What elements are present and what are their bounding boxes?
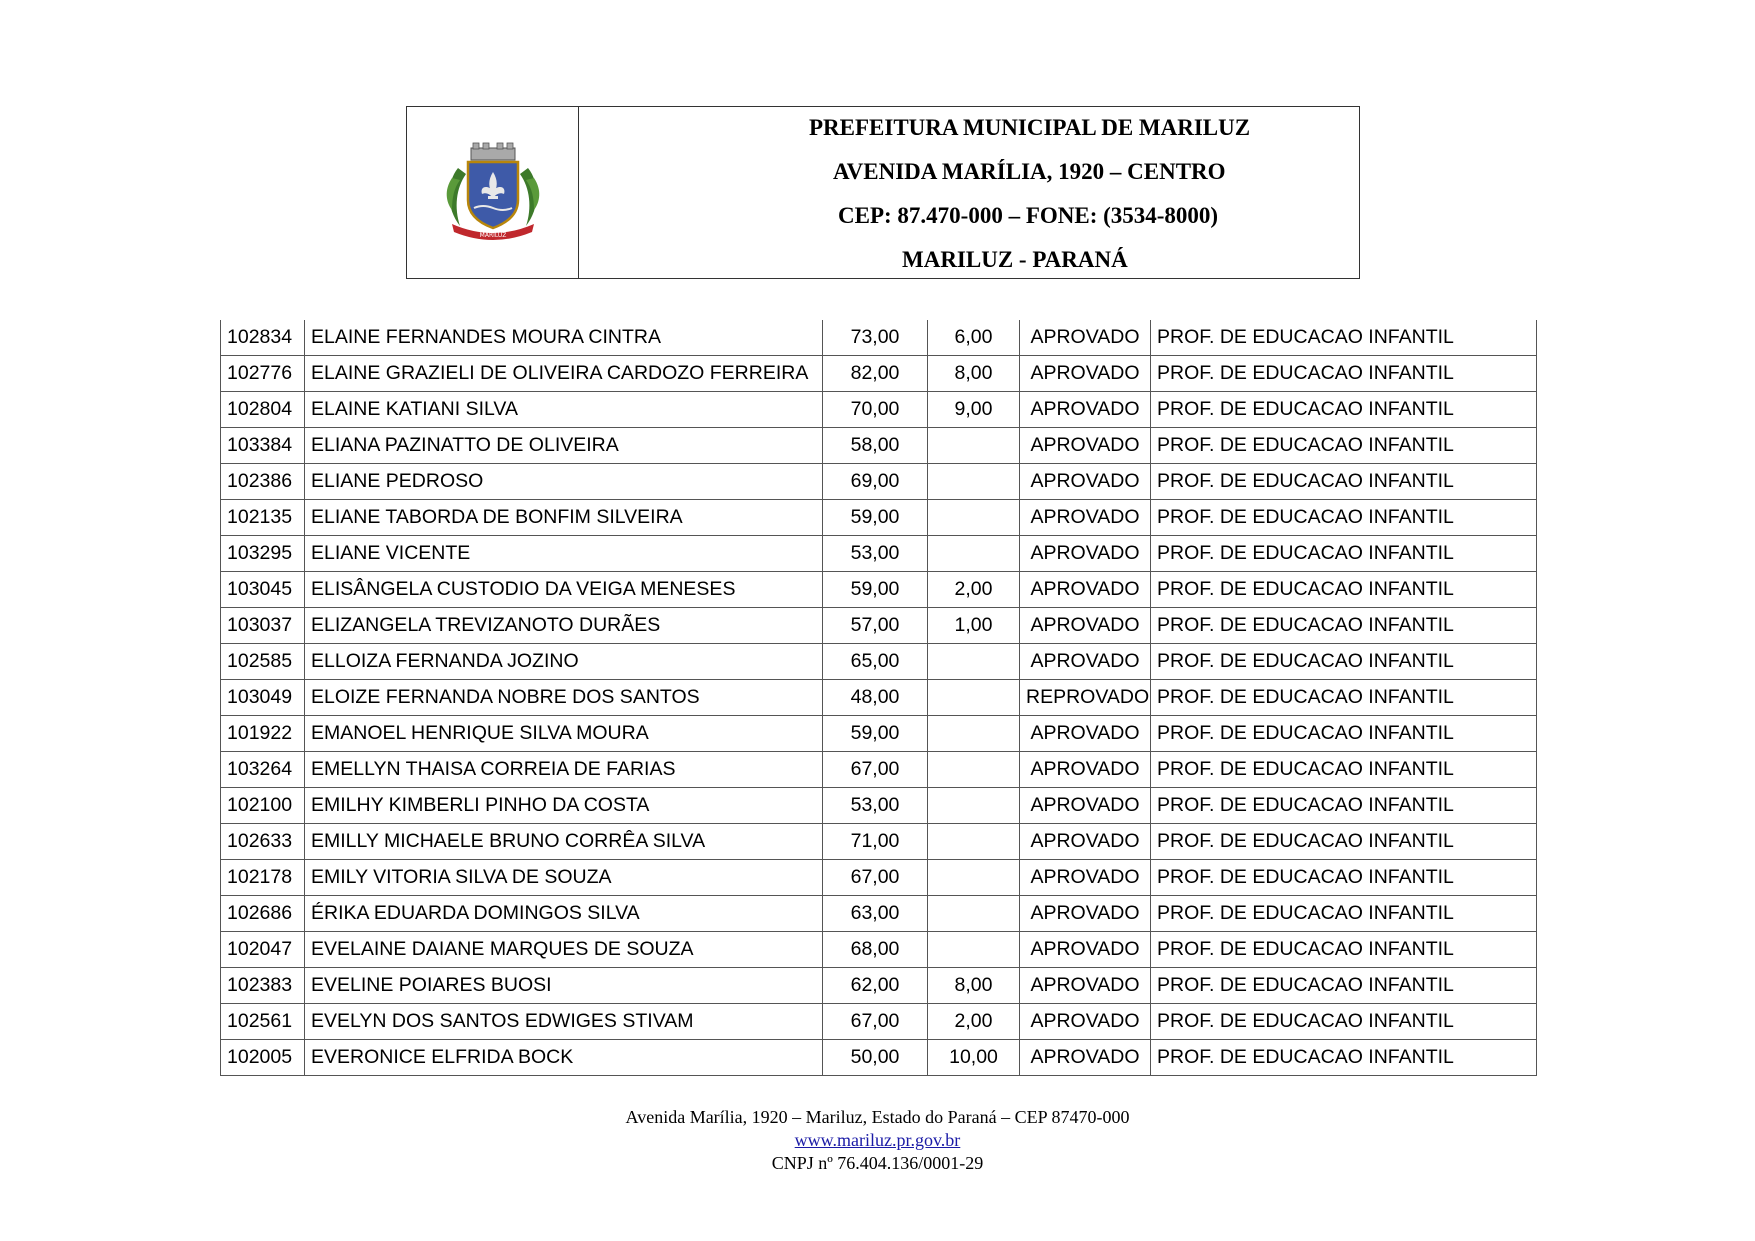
table-row [221, 932, 1537, 968]
table-row [221, 824, 1537, 860]
candidate-role: PROF. DE EDUCACAO INFANTIL [1151, 680, 1537, 716]
table-row [221, 464, 1537, 500]
candidate-id: 103045 [221, 572, 305, 608]
candidate-name: ELIANE PEDROSO [305, 464, 823, 500]
candidate-score: 59,00 [823, 716, 928, 752]
candidate-status: APROVADO [1020, 572, 1151, 608]
table-row [221, 1040, 1537, 1076]
candidate-status: APROVADO [1020, 356, 1151, 392]
candidate-bonus: 8,00 [928, 968, 1020, 1004]
candidate-role: PROF. DE EDUCACAO INFANTIL [1151, 320, 1537, 356]
table-row [221, 968, 1537, 1004]
letterhead [406, 106, 1360, 279]
table-row [221, 356, 1537, 392]
candidate-status: APROVADO [1020, 392, 1151, 428]
candidate-role: PROF. DE EDUCACAO INFANTIL [1151, 500, 1537, 536]
candidate-name: ELAINE FERNANDES MOURA CINTRA [305, 320, 823, 356]
candidate-name: ELIZANGELA TREVIZANOTO DURÃES [305, 608, 823, 644]
candidate-name: EMELLYN THAISA CORREIA DE FARIAS [305, 752, 823, 788]
candidate-status: APROVADO [1020, 500, 1151, 536]
table-row [221, 428, 1537, 464]
candidate-status: APROVADO [1020, 320, 1151, 356]
candidate-id: 103037 [221, 608, 305, 644]
candidate-id: 102047 [221, 932, 305, 968]
svg-text:MARILUZ: MARILUZ [479, 231, 506, 239]
candidate-status: APROVADO [1020, 1040, 1151, 1076]
table-row [221, 320, 1537, 356]
candidate-id: 102561 [221, 1004, 305, 1040]
candidate-role: PROF. DE EDUCACAO INFANTIL [1151, 896, 1537, 932]
candidate-status: APROVADO [1020, 428, 1151, 464]
candidate-score: 59,00 [823, 572, 928, 608]
header-title: PREFEITURA MUNICIPAL DE MARILUZ [809, 114, 1251, 140]
table-row [221, 896, 1537, 932]
candidate-id: 102100 [221, 788, 305, 824]
candidate-name: ELAINE GRAZIELI DE OLIVEIRA CARDOZO FERREIRA [305, 356, 823, 392]
candidate-id: 101922 [221, 716, 305, 752]
table-row [221, 860, 1537, 896]
table-row [221, 680, 1537, 716]
candidate-id: 103264 [221, 752, 305, 788]
candidate-score: 71,00 [823, 824, 928, 860]
candidate-id: 103295 [221, 536, 305, 572]
table-row [221, 1004, 1537, 1040]
candidate-bonus: 2,00 [928, 572, 1020, 608]
candidate-status: APROVADO [1020, 860, 1151, 896]
candidate-status: APROVADO [1020, 752, 1151, 788]
candidate-name: ELIANE TABORDA DE BONFIM SILVEIRA [305, 500, 823, 536]
candidate-name: ELLOIZA FERNANDA JOZINO [305, 644, 823, 680]
table-row [221, 788, 1537, 824]
candidate-id: 102386 [221, 464, 305, 500]
results-table [220, 320, 1537, 1076]
results-table-body [221, 320, 1537, 1076]
candidate-status: APROVADO [1020, 824, 1151, 860]
candidate-role: PROF. DE EDUCACAO INFANTIL [1151, 644, 1537, 680]
candidate-name: EVELAINE DAIANE MARQUES DE SOUZA [305, 932, 823, 968]
candidate-role: PROF. DE EDUCACAO INFANTIL [1151, 968, 1537, 1004]
candidate-score: 53,00 [823, 536, 928, 572]
candidate-id: 102633 [221, 824, 305, 860]
candidate-id: 102776 [221, 356, 305, 392]
candidate-role: PROF. DE EDUCACAO INFANTIL [1151, 608, 1537, 644]
header-city-state: MARILUZ - PARANÁ [902, 246, 1128, 272]
candidate-score: 58,00 [823, 428, 928, 464]
table-row [221, 500, 1537, 536]
candidate-id: 102686 [221, 896, 305, 932]
candidate-role: PROF. DE EDUCACAO INFANTIL [1151, 572, 1537, 608]
candidate-status: APROVADO [1020, 896, 1151, 932]
candidate-bonus: 10,00 [928, 1040, 1020, 1076]
candidate-status: APROVADO [1020, 1004, 1151, 1040]
candidate-id: 102585 [221, 644, 305, 680]
candidate-bonus [928, 644, 1020, 680]
candidate-bonus [928, 680, 1020, 716]
candidate-score: 67,00 [823, 752, 928, 788]
candidate-name: EMILY VITORIA SILVA DE SOUZA [305, 860, 823, 896]
candidate-score: 59,00 [823, 500, 928, 536]
candidate-bonus: 2,00 [928, 1004, 1020, 1040]
candidate-status: APROVADO [1020, 464, 1151, 500]
candidate-id: 103384 [221, 428, 305, 464]
candidate-bonus: 1,00 [928, 608, 1020, 644]
candidate-id: 102135 [221, 500, 305, 536]
footer-address: Avenida Marília, 1920 – Mariluz, Estado do Paraná – CEP 87470-000 [625, 1107, 1130, 1127]
candidate-score: 57,00 [823, 608, 928, 644]
candidate-id: 102005 [221, 1040, 305, 1076]
candidate-score: 62,00 [823, 968, 928, 1004]
candidate-bonus [928, 536, 1020, 572]
municipal-crest-icon [438, 138, 548, 248]
candidate-name: EMILHY KIMBERLI PINHO DA COSTA [305, 788, 823, 824]
candidate-bonus [928, 824, 1020, 860]
candidate-bonus: 8,00 [928, 356, 1020, 392]
candidate-bonus [928, 716, 1020, 752]
candidate-status: APROVADO [1020, 716, 1151, 752]
candidate-name: ELISÂNGELA CUSTODIO DA VEIGA MENESES [305, 572, 823, 608]
candidate-status: APROVADO [1020, 932, 1151, 968]
candidate-role: PROF. DE EDUCACAO INFANTIL [1151, 428, 1537, 464]
candidate-name: ELOIZE FERNANDA NOBRE DOS SANTOS [305, 680, 823, 716]
logo-cell [407, 107, 579, 278]
table-row [221, 392, 1537, 428]
candidate-score: 82,00 [823, 356, 928, 392]
candidate-role: PROF. DE EDUCACAO INFANTIL [1151, 536, 1537, 572]
candidate-name: ELIANE VICENTE [305, 536, 823, 572]
candidate-score: 73,00 [823, 320, 928, 356]
candidate-score: 69,00 [823, 464, 928, 500]
candidate-role: PROF. DE EDUCACAO INFANTIL [1151, 824, 1537, 860]
candidate-bonus [928, 932, 1020, 968]
candidate-status: APROVADO [1020, 536, 1151, 572]
candidate-score: 65,00 [823, 644, 928, 680]
candidate-name: EVELYN DOS SANTOS EDWIGES STIVAM [305, 1004, 823, 1040]
footer-cnpj: CNPJ nº 76.404.136/0001-29 [771, 1153, 984, 1173]
letterhead-text [579, 107, 1359, 278]
table-row [221, 608, 1537, 644]
candidate-status: APROVADO [1020, 608, 1151, 644]
candidate-bonus [928, 428, 1020, 464]
candidate-id: 102178 [221, 860, 305, 896]
candidate-name: EMILLY MICHAELE BRUNO CORRÊA SILVA [305, 824, 823, 860]
candidate-role: PROF. DE EDUCACAO INFANTIL [1151, 1004, 1537, 1040]
candidate-role: PROF. DE EDUCACAO INFANTIL [1151, 752, 1537, 788]
candidate-name: EMANOEL HENRIQUE SILVA MOURA [305, 716, 823, 752]
candidate-status: APROVADO [1020, 968, 1151, 1004]
candidate-role: PROF. DE EDUCACAO INFANTIL [1151, 716, 1537, 752]
candidate-id: 102804 [221, 392, 305, 428]
candidate-id: 102834 [221, 320, 305, 356]
table-row [221, 572, 1537, 608]
candidate-name: ÉRIKA EDUARDA DOMINGOS SILVA [305, 896, 823, 932]
candidate-bonus: 6,00 [928, 320, 1020, 356]
candidate-score: 67,00 [823, 1004, 928, 1040]
candidate-name: ELAINE KATIANI SILVA [305, 392, 823, 428]
candidate-role: PROF. DE EDUCACAO INFANTIL [1151, 860, 1537, 896]
candidate-bonus: 9,00 [928, 392, 1020, 428]
candidate-score: 67,00 [823, 860, 928, 896]
candidate-status: APROVADO [1020, 788, 1151, 824]
table-row [221, 752, 1537, 788]
candidate-bonus [928, 788, 1020, 824]
candidate-score: 68,00 [823, 932, 928, 968]
page-footer [0, 1106, 1755, 1175]
candidate-bonus [928, 896, 1020, 932]
candidate-bonus [928, 752, 1020, 788]
candidate-name: EVERONICE ELFRIDA BOCK [305, 1040, 823, 1076]
candidate-role: PROF. DE EDUCACAO INFANTIL [1151, 392, 1537, 428]
candidate-bonus [928, 500, 1020, 536]
candidate-role: PROF. DE EDUCACAO INFANTIL [1151, 464, 1537, 500]
candidate-role: PROF. DE EDUCACAO INFANTIL [1151, 932, 1537, 968]
candidate-score: 50,00 [823, 1040, 928, 1076]
table-row [221, 716, 1537, 752]
table-row [221, 536, 1537, 572]
candidate-score: 53,00 [823, 788, 928, 824]
header-cep-phone: CEP: 87.470-000 – FONE: (3534-8000) [838, 202, 1219, 228]
candidate-role: PROF. DE EDUCACAO INFANTIL [1151, 788, 1537, 824]
candidate-role: PROF. DE EDUCACAO INFANTIL [1151, 356, 1537, 392]
candidate-name: ELIANA PAZINATTO DE OLIVEIRA [305, 428, 823, 464]
candidate-bonus [928, 860, 1020, 896]
candidate-id: 103049 [221, 680, 305, 716]
candidate-name: EVELINE POIARES BUOSI [305, 968, 823, 1004]
candidate-score: 70,00 [823, 392, 928, 428]
candidate-status: REPROVADO [1020, 680, 1151, 716]
candidate-bonus [928, 464, 1020, 500]
header-address: AVENIDA MARÍLIA, 1920 – CENTRO [833, 158, 1226, 184]
candidate-score: 63,00 [823, 896, 928, 932]
candidate-id: 102383 [221, 968, 305, 1004]
table-row [221, 644, 1537, 680]
candidate-score: 48,00 [823, 680, 928, 716]
footer-website-link[interactable]: www.mariluz.pr.gov.br [794, 1130, 961, 1150]
candidate-role: PROF. DE EDUCACAO INFANTIL [1151, 1040, 1537, 1076]
candidate-status: APROVADO [1020, 644, 1151, 680]
